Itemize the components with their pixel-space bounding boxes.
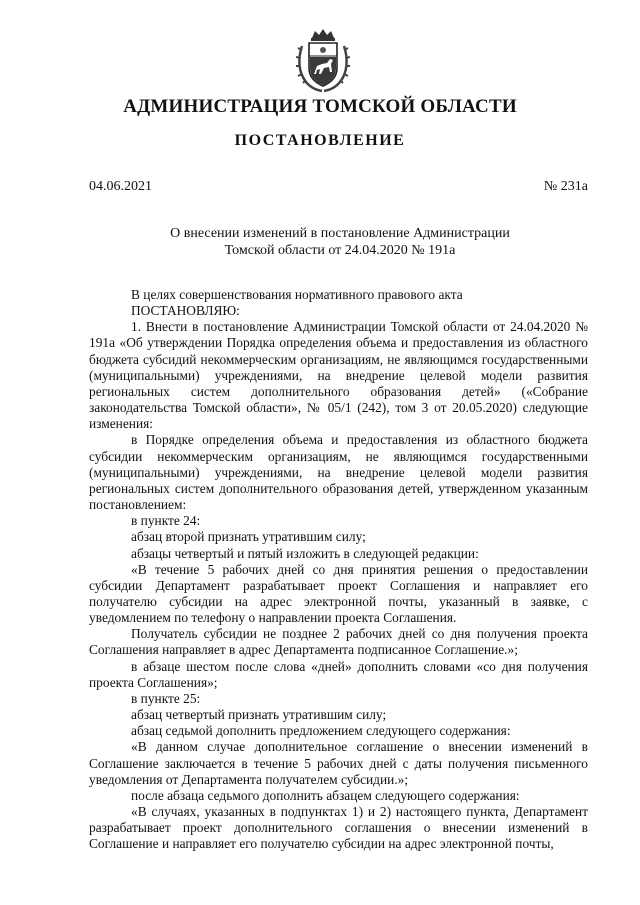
body-paragraph: абзац четвертый признать утратившим силу;	[131, 707, 387, 723]
body-paragraph: «В данном случае дополнительное соглашение о внесении изменений в Соглашение заключается в течение 5 рабочих дней с даты получения письменного уведомления от Департамента получателем субсидии.»;	[89, 739, 588, 787]
document-number: № 231а	[543, 179, 588, 194]
body-paragraph: В целях совершенствования нормативного правового акта	[131, 287, 463, 302]
body-paragraph: в Порядке определения объема и предоставления из областного бюджета субсидии некоммерческим организациям, не являющимся государственными (муниципальными) учреждениями, на внедрение целевой модели развития региональных систем дополнительного образования детей, утвержденном указанным постановлением:	[89, 432, 588, 513]
body-paragraph: после абзаца седьмого дополнить абзацем следующего содержания:	[131, 787, 520, 803]
subject-line: Томской области от 24.04.2020 № 191а	[224, 243, 456, 258]
body-paragraph: 1. Внести в постановление Администрации Томской области от 24.04.2020 № 191а «Об утверждении Порядка определения объема и предоставления из областного бюджета субсидий некоммерческим организациям, не являющимся государственными (муниципальными) учреждениями, на внедрение целевой модели развития региональных систем дополнительного образования детей» («Собрание законодательства Томской области», № 05/1 (242), том 3 от 20.05.2020) следующие изменения:	[89, 319, 588, 432]
body-paragraph: «В течение 5 рабочих дней со дня принятия решения о предоставлении субсидии Департамент разрабатывает проект Соглашения и направляет его получателю субсидии на адрес электронной почты, указанный в заявке, с уведомлением по телефону о направлении проекта Соглашения.	[89, 561, 588, 626]
body-paragraph: «В случаях, указанных в подпунктах 1) и 2) настоящего пункта, Департамент разрабатывает проект дополнительного соглашения о внесении изменений в Соглашение и направляет его получателю субсидии на адрес электронной почты,	[89, 804, 588, 852]
subject-line: О внесении изменений в постановление Администрации	[170, 226, 510, 241]
tomsk-oblast-coat-of-arms-icon	[296, 28, 350, 94]
document-subject	[130, 225, 550, 259]
document-date: 04.06.2021	[89, 179, 152, 194]
body-paragraph: в абзаце шестом после слова «дней» дополнить словами «со дня получения проекта Соглашения»;	[89, 658, 588, 690]
body-paragraph: в пункте 24:	[131, 513, 201, 529]
document-type-title: ПОСТАНОВЛЕНИЕ	[234, 132, 406, 149]
body-paragraph: абзац второй признать утратившим силу;	[131, 529, 366, 545]
body-paragraph: Получатель субсидии не позднее 2 рабочих дней со дня получения проекта Соглашения направляет в адрес Департамента подписанное Соглашение.»;	[89, 626, 588, 658]
body-paragraph: абзац седьмой дополнить предложением следующего содержания:	[131, 723, 511, 739]
document-body	[89, 287, 588, 852]
body-paragraph: абзацы четвертый и пятый изложить в следующей редакции:	[131, 545, 479, 561]
body-paragraph: ПОСТАНОВЛЯЮ:	[131, 303, 240, 319]
organization-title: АДМИНИСТРАЦИЯ ТОМСКОЙ ОБЛАСТИ	[123, 96, 517, 117]
body-paragraph: в пункте 25:	[131, 690, 201, 706]
